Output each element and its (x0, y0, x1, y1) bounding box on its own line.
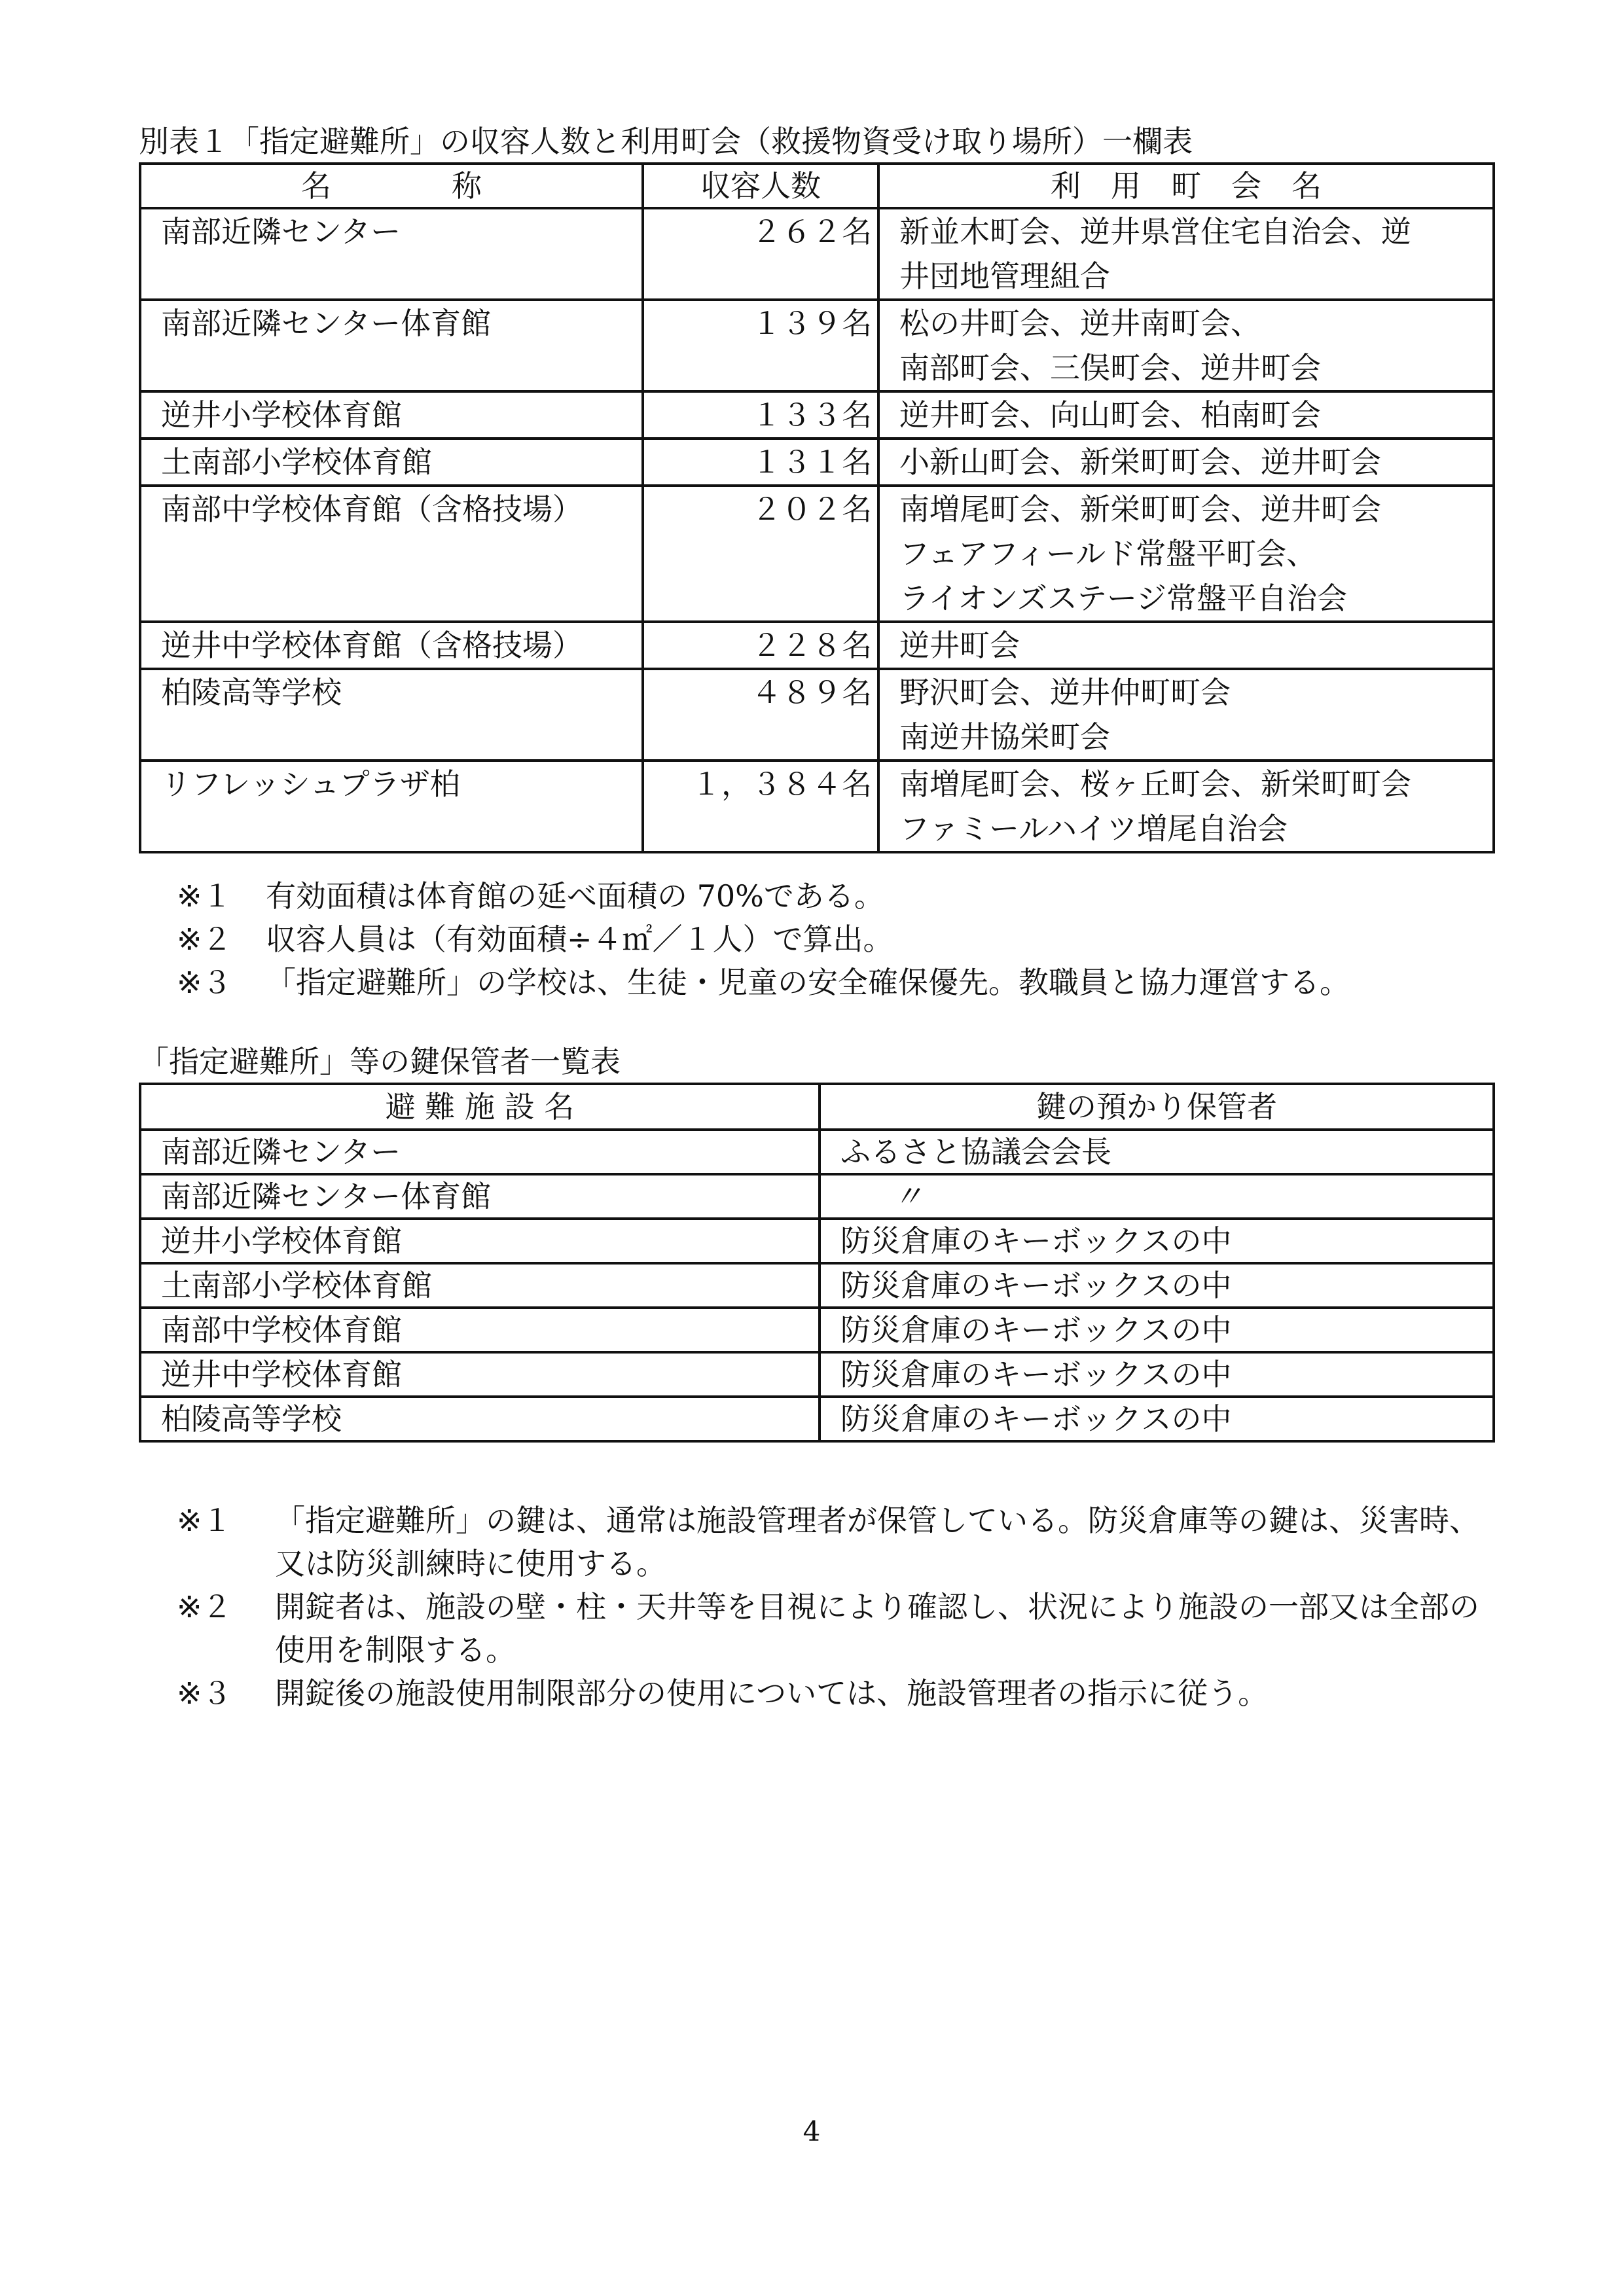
facility-cell: 逆井小学校体育館 (140, 1219, 820, 1263)
table-row (140, 1352, 1494, 1397)
table-row (140, 622, 1494, 669)
facility-cell: 逆井中学校体育館 (140, 1352, 820, 1397)
column-header-name: 名 称 (140, 164, 643, 208)
table-row (140, 391, 1494, 439)
town-line: ライオンズステージ常盤平自治会 (899, 581, 1348, 616)
facility-name-cell: 逆井小学校体育館 (140, 391, 643, 439)
keeper-cell: 防災倉庫のキーボックスの中 (820, 1263, 1494, 1308)
town-line: 新並木町会、逆井県営住宅自治会、逆 (899, 214, 1411, 249)
facility-cell: 南部近隣センター (140, 1130, 820, 1174)
town-line: フェアフィールド常盤平町会、 (899, 536, 1317, 571)
town-line: 南増尾町会、新栄町町会、逆井町会 (899, 492, 1381, 527)
town-line: 南部町会、三俣町会、逆井町会 (899, 350, 1321, 386)
facility-cell: 南部近隣センター体育館 (140, 1174, 820, 1219)
towns-cell (878, 669, 1494, 761)
facility-name-cell: 南部近隣センター (140, 208, 643, 300)
key-notes (177, 1499, 1486, 1715)
key-holder-table (139, 1083, 1495, 1443)
table-header-row (140, 164, 1494, 208)
keeper-cell: 防災倉庫のキーボックスの中 (820, 1219, 1494, 1263)
facility-cell: 南部中学校体育館 (140, 1308, 820, 1352)
note-mark: ※３ (177, 965, 232, 1000)
note-mark: ※１ (177, 1503, 232, 1538)
facility-name-cell: 南部中学校体育館（含格技場） (140, 486, 643, 622)
note-text: 「指定避難所」の鍵は、通常は施設管理者が保管している。防災倉庫等の鍵は、災害時、又は防災訓練時に使用する。 (275, 1503, 1479, 1581)
note-item (177, 1585, 1486, 1672)
keeper-cell-ditto: 〃 (820, 1174, 1494, 1219)
facility-cell: 土南部小学校体育館 (140, 1263, 820, 1308)
towns-cell (878, 761, 1494, 852)
facility-name-cell: 柏陵高等学校 (140, 669, 643, 761)
capacity-cell: ２０２名 (643, 486, 878, 622)
column-header-towns: 利 用 町 会 名 (878, 164, 1494, 208)
towns-cell (878, 439, 1494, 486)
towns-cell (878, 486, 1494, 622)
table-header-row (140, 1084, 1494, 1130)
note-mark: ※３ (177, 1676, 232, 1711)
page-number: 4 (803, 2115, 821, 2147)
table-row (140, 208, 1494, 300)
table-row (140, 669, 1494, 761)
facility-name-cell: 土南部小学校体育館 (140, 439, 643, 486)
table-row (140, 1308, 1494, 1352)
capacity-notes (177, 874, 1512, 1004)
town-line: 南増尾町会、桜ヶ丘町会、新栄町町会 (899, 766, 1411, 802)
capacity-cell: ２２８名 (643, 622, 878, 669)
column-header-facility: 避 難 施 設 名 (140, 1084, 820, 1130)
towns-cell (878, 622, 1494, 669)
keeper-cell: 防災倉庫のキーボックスの中 (820, 1308, 1494, 1352)
table-row (140, 1397, 1494, 1441)
table-row (140, 439, 1494, 486)
note-mark: ※２ (177, 922, 232, 957)
note-item (177, 918, 1512, 961)
note-text: 開錠後の施設使用制限部分の使用については、施設管理者の指示に従う。 (275, 1676, 1269, 1711)
note-mark: ※１ (177, 878, 232, 914)
table-row (140, 1219, 1494, 1263)
note-text: 「指定避難所」の学校は、生徒・児童の安全確保優先。教職員と協力運営する。 (266, 965, 1350, 1000)
town-line: 逆井町会 (899, 628, 1020, 663)
note-mark: ※２ (177, 1589, 232, 1624)
note-text: 有効面積は体育館の延べ面積の 70%である。 (266, 878, 884, 914)
capacity-cell: １，３８４名 (643, 761, 878, 852)
table-row (140, 486, 1494, 622)
keeper-cell: ふるさと協議会会長 (820, 1130, 1494, 1174)
town-line: 逆井町会、向山町会、柏南町会 (899, 397, 1321, 433)
town-line: 井団地管理組合 (899, 259, 1110, 294)
table2-caption: 「指定避難所」等の鍵保管者一覧表 (139, 1044, 621, 1079)
note-item (177, 961, 1512, 1004)
table-row (140, 300, 1494, 391)
facility-name-cell: 逆井中学校体育館（含格技場） (140, 622, 643, 669)
keeper-cell: 防災倉庫のキーボックスの中 (820, 1352, 1494, 1397)
note-item (177, 1672, 1486, 1715)
facility-name-cell: リフレッシュプラザ柏 (140, 761, 643, 852)
facility-cell: 柏陵高等学校 (140, 1397, 820, 1441)
town-line: 野沢町会、逆井仲町町会 (899, 675, 1231, 710)
table-row (140, 1174, 1494, 1219)
town-line: 南逆井協栄町会 (899, 719, 1110, 755)
capacity-cell: ４８９名 (643, 669, 878, 761)
towns-cell (878, 300, 1494, 391)
table1-caption: 別表１「指定避難所」の収容人数と利用町会（救援物資受け取り場所）一欄表 (139, 124, 1193, 159)
towns-cell (878, 391, 1494, 439)
note-text: 収容人員は（有効面積÷４㎡／１人）で算出。 (266, 922, 893, 957)
keeper-cell: 防災倉庫のキーボックスの中 (820, 1397, 1494, 1441)
facility-name-cell: 南部近隣センター体育館 (140, 300, 643, 391)
town-line: ファミールハイツ増尾自治会 (899, 811, 1288, 846)
table-row (140, 761, 1494, 852)
town-line: 小新山町会、新栄町町会、逆井町会 (899, 444, 1381, 480)
capacity-cell: １３３名 (643, 391, 878, 439)
note-item (177, 874, 1512, 918)
table-row (140, 1130, 1494, 1174)
evacuation-capacity-table (139, 162, 1495, 853)
towns-cell (878, 208, 1494, 300)
town-line: 松の井町会、逆井南町会、 (899, 306, 1261, 341)
table-row (140, 1263, 1494, 1308)
note-item (177, 1499, 1486, 1585)
capacity-cell: ２６２名 (643, 208, 878, 300)
capacity-cell: １３９名 (643, 300, 878, 391)
note-text: 開錠者は、施設の壁・柱・天井等を目視により確認し、状況により施設の一部又は全部の使用を制限する。 (275, 1589, 1479, 1668)
column-header-keeper: 鍵の預かり保管者 (820, 1084, 1494, 1130)
capacity-cell: １３１名 (643, 439, 878, 486)
column-header-capacity: 収容人数 (643, 164, 878, 208)
